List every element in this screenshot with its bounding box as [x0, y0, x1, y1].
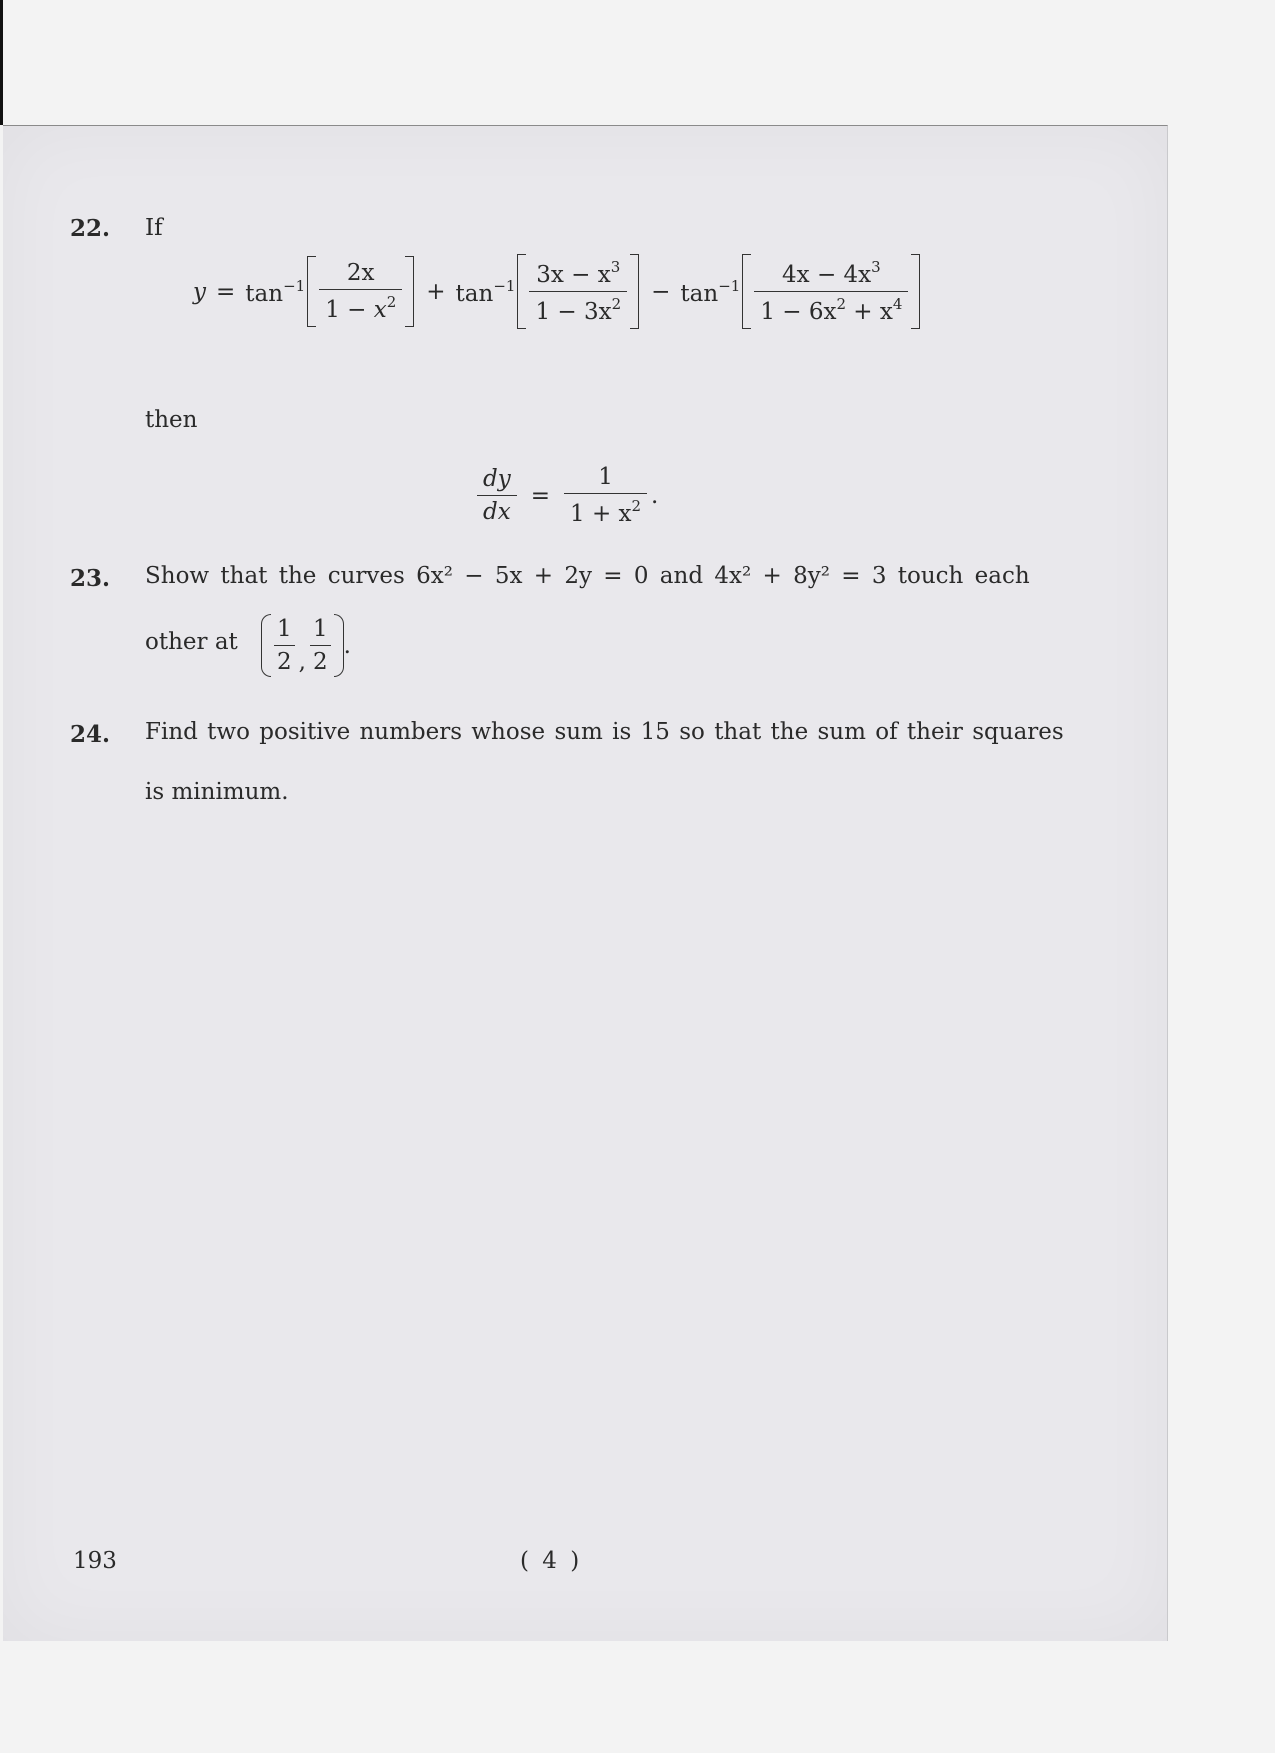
question-23-line-2: other at [145, 629, 238, 655]
tan-2: $\tan^{-1}$ [455, 276, 516, 307]
question-24-line-2: is minimum. [145, 779, 289, 805]
term-1-numerator: 2x [346, 260, 375, 286]
tan-3: $\tan^{-1}$ [680, 276, 741, 307]
question-22-then: then [145, 407, 198, 433]
term-2 [517, 258, 639, 325]
term-2-denominator: $1 - 3x^2$ [529, 291, 627, 325]
term-1 [307, 260, 414, 323]
question-23-line-1: Show that the curves 6x² − 5x + 2y = 0 and 4x² + 8y² = 3 touch each [145, 563, 1030, 589]
page-number: ( 4 ) [520, 1548, 580, 1574]
plus-operator: + [426, 278, 446, 305]
derivative-period: . [651, 482, 659, 509]
tan-1: $\tan^{-1}$ [245, 276, 306, 307]
term-3-denominator: $1 - 6x^2 + x^4$ [754, 291, 908, 325]
question-22-equation [193, 258, 922, 325]
rhs-numerator: 1 [598, 464, 613, 490]
question-24-number: 24. [70, 721, 111, 748]
term-1-denominator: $1 - x^2$ [319, 289, 402, 323]
tangent-point: $\frac{1}{2}$ , $\frac{1}{2}$ . [261, 616, 351, 675]
eq-equals: = [216, 278, 236, 305]
eq-lhs: y [193, 278, 206, 305]
derivative-equals: = [530, 482, 550, 509]
term-2-numerator: $3x - x^3$ [536, 258, 621, 288]
question-23-number: 23. [70, 565, 111, 592]
dx: dx [477, 495, 517, 525]
question-24-line-1: Find two positive numbers whose sum is 15 so that the sum of their squares [145, 719, 1064, 745]
question-22-intro: If [145, 215, 163, 241]
question-22-derivative [473, 464, 658, 527]
term-3 [742, 258, 920, 325]
scan-edge [0, 0, 3, 125]
rhs-denominator: $1 + x^2$ [564, 493, 647, 527]
term-3-numerator: $4x - 4x^3$ [782, 258, 881, 288]
paper-code: 193 [73, 1548, 117, 1574]
dy: dy [483, 466, 511, 492]
exam-page [3, 125, 1168, 1641]
question-22-number: 22. [70, 215, 111, 242]
minus-operator: − [651, 278, 671, 305]
